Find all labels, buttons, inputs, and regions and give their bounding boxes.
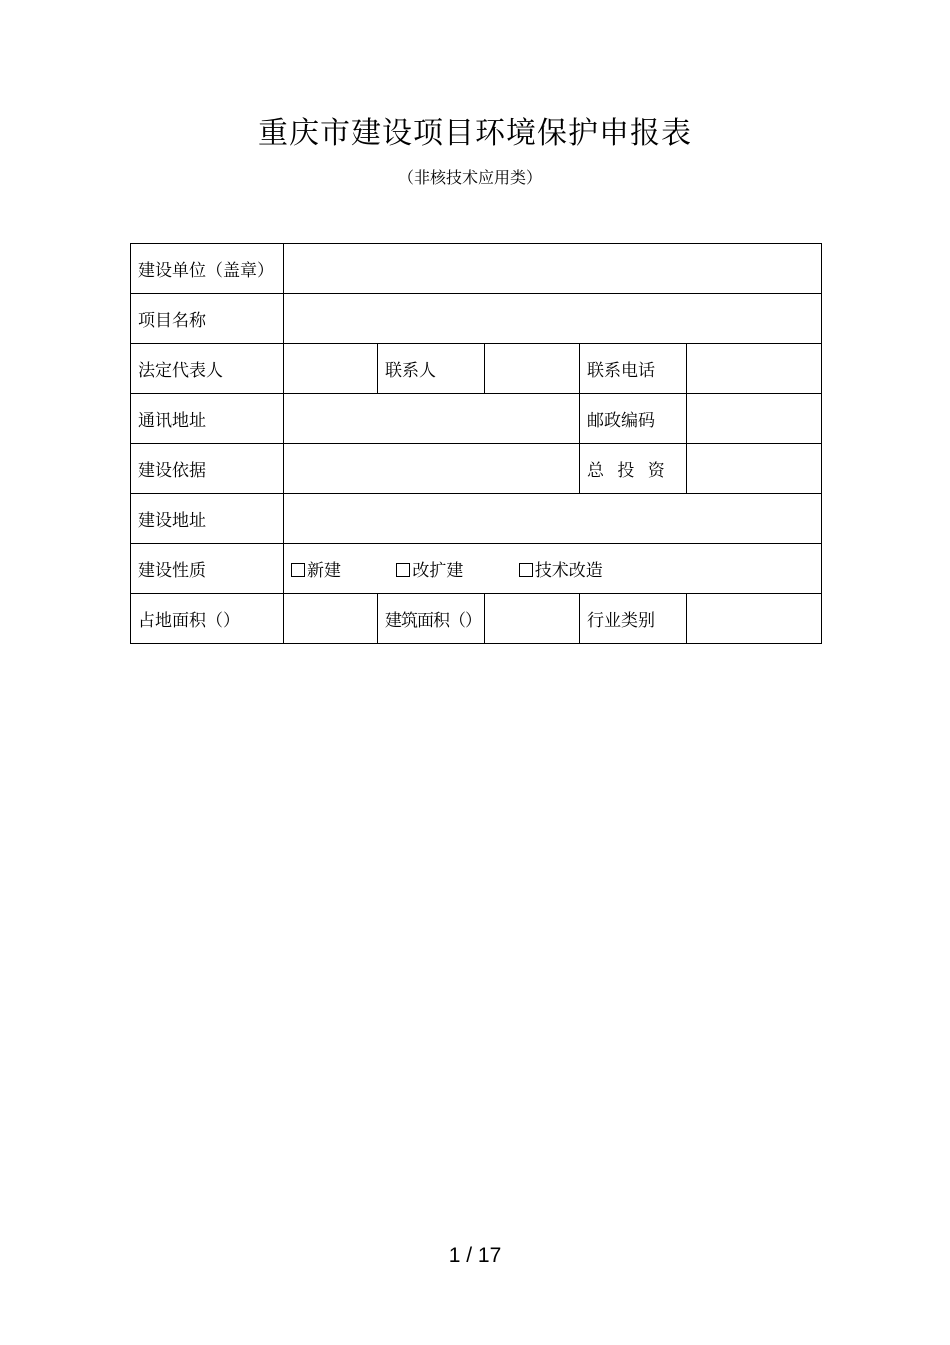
nature-options [284, 544, 822, 594]
nature-label: 建设性质 [131, 544, 284, 594]
document-title: 重庆市建设项目环境保护申报表 [258, 116, 692, 151]
checkbox-tech-upgrade-label: 技术改造 [534, 561, 603, 581]
checkbox-expansion[interactable] [396, 556, 463, 581]
unit-label: 建设单位（盖章） [131, 244, 284, 294]
unit-field[interactable] [284, 244, 822, 294]
project-name-field[interactable] [284, 294, 822, 344]
address-field[interactable] [284, 394, 580, 444]
checkbox-tech-upgrade[interactable] [519, 556, 603, 581]
investment-label [580, 444, 687, 494]
legal-rep-label: 法定代表人 [131, 344, 284, 394]
row-nature [131, 544, 822, 594]
legal-rep-field[interactable] [284, 344, 378, 394]
checkbox-icon[interactable] [396, 563, 410, 577]
checkbox-expansion-label: 改扩建 [412, 561, 464, 581]
investment-label-text: 总 投 资 [587, 461, 665, 481]
row-address [131, 394, 822, 444]
basis-field[interactable] [284, 444, 580, 494]
postcode-field[interactable] [687, 394, 822, 444]
row-project-name [131, 294, 822, 344]
land-area-field[interactable] [284, 594, 378, 644]
building-area-label: 建筑面积（） [378, 594, 485, 644]
industry-field[interactable] [687, 594, 822, 644]
row-site [131, 494, 822, 544]
application-form-table [130, 243, 822, 644]
phone-field[interactable] [687, 344, 822, 394]
checkbox-icon[interactable] [519, 563, 533, 577]
row-basis [131, 444, 822, 494]
industry-label: 行业类别 [580, 594, 687, 644]
page-number: 1 / 17 [448, 1244, 502, 1267]
document-subtitle: （非核技术应用类） [397, 168, 542, 187]
row-area [131, 594, 822, 644]
basis-label: 建设依据 [131, 444, 284, 494]
land-area-label: 占地面积（） [131, 594, 284, 644]
address-label: 通讯地址 [131, 394, 284, 444]
checkbox-icon[interactable] [291, 563, 305, 577]
building-area-field[interactable] [485, 594, 580, 644]
investment-field[interactable] [687, 444, 822, 494]
contact-label: 联系人 [378, 344, 485, 394]
checkbox-new-build-label: 新建 [307, 561, 341, 581]
checkbox-new-build[interactable] [291, 556, 341, 581]
project-name-label: 项目名称 [131, 294, 284, 344]
contact-field[interactable] [485, 344, 580, 394]
site-label: 建设地址 [131, 494, 284, 544]
site-field[interactable] [284, 494, 822, 544]
row-unit [131, 244, 822, 294]
phone-label: 联系电话 [580, 344, 687, 394]
row-contacts [131, 344, 822, 394]
postcode-label: 邮政编码 [580, 394, 687, 444]
